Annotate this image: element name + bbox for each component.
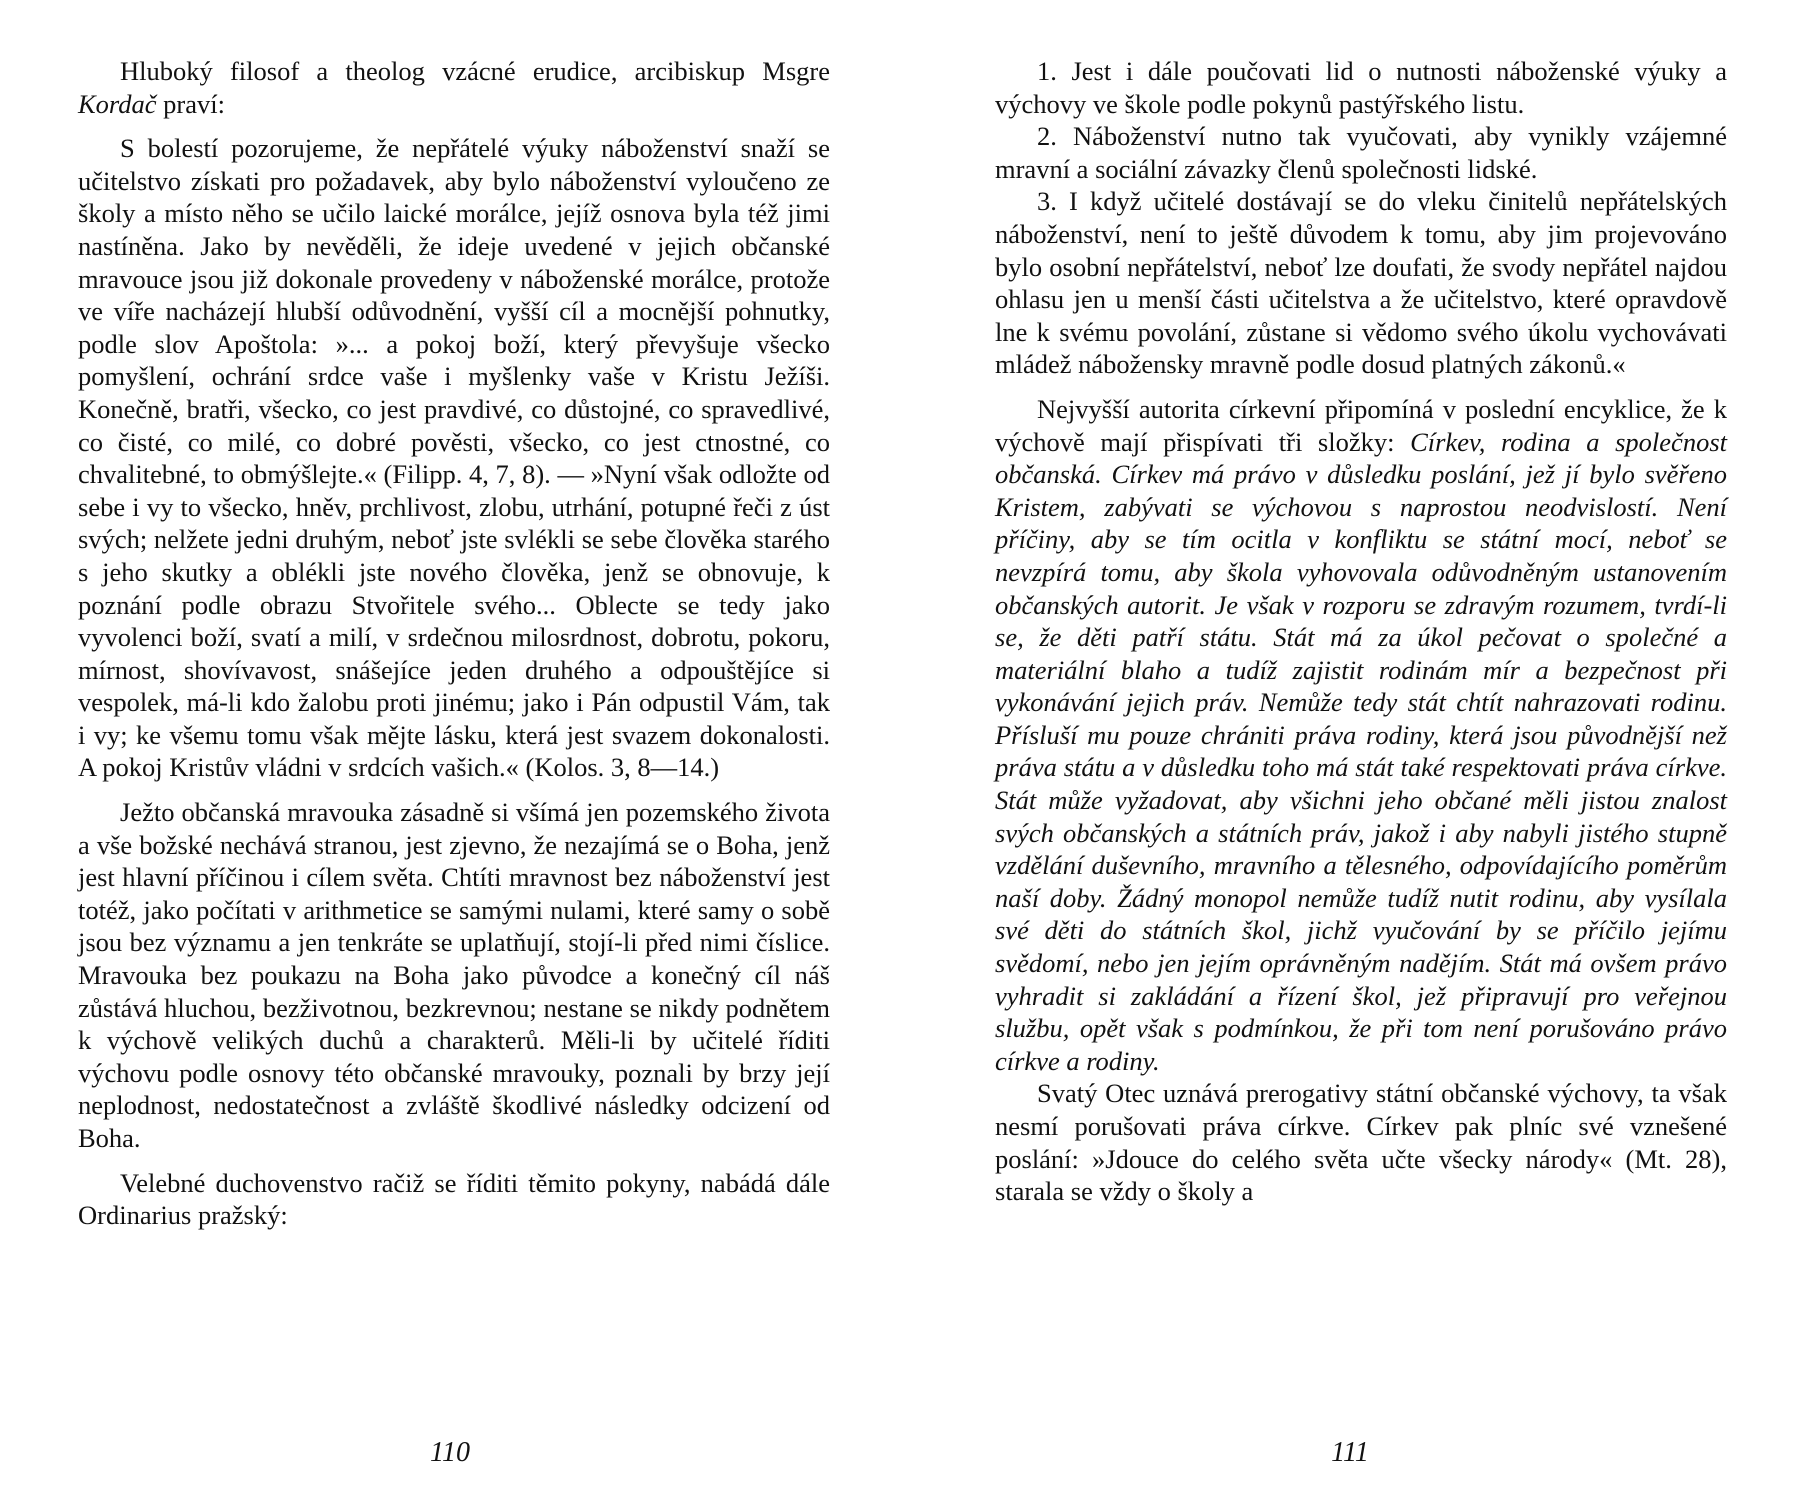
left-paragraph-1-tail: praví: [156, 88, 225, 119]
right-paragraph-4 [995, 393, 1727, 1077]
left-paragraph-4: Velebné duchovenstvo račiž se říditi těmito pokyny, nabádá dále Ordinarius pražský: [78, 1167, 830, 1231]
left-paragraph-1 [78, 55, 830, 120]
right-page-text [995, 55, 1727, 1208]
right-paragraph-5: Svatý Otec uznává prerogativy státní občanské výchovy, ta však nesmí porušovati práva církve. Církev pak plníc své vznešené poslání: »Jdouce do celého světa učte všecky národy« (Mt. 28), starala se vždy o školy a [995, 1078, 1727, 1207]
right-paragraph-1: 1. Jest i dále poučovati lid o nutnosti náboženské výuky a výchovy ve škole podle pokynů pastýřského listu. [995, 56, 1727, 119]
left-paragraph-2: S bolestí pozorujeme, že nepřátelé výuky náboženství snaží se učitelstvo získati pro požadavek, aby bylo náboženství vyloučeno ze školy a místo něho se učilo laické morálce, jejíž osnova byla též jimi nastíněna. Jako by nevěděli, že ideje uvedené v jejich občanské mravouce jsou již dokonale provedeny v náboženské morálce, protože ve víře nacházejí hlubší odůvodnění, vyšší cíl a mocnější pohnutky, podle slov Apoštola: »... a pokoj boží, který převyšuje všecko pomyšlení, ochrání srdce vaše i myšlenky vaše v Kristu Ježíši. Konečně, bratři, všecko, co jest pravdivé, co důstojné, co spravedlivé, co čisté, co milé, co dobré pověsti, všecko, co jest ctnostné, co chvalitebné, to obmýšlejte.« (Filipp. 4, 7, 8). — »Nyní však odložte od sebe i vy to všecko, hněv, prchlivost, zlobu, utrhání, potupné řeči z úst svých; nelžete jedni druhým, neboť jste svlékli se sebe člověka starého s jeho skutky a oblékli jste nového člověka, jenž se obnovuje, k poznání podle obrazu Stvořitele svého... Oblecte se tedy jako vyvolenci boží, svatí a milí, v srdečnou milosrdnost, dobrotu, pokoru, mírnost, shovívavost, snášejíce jeden druhého a odpouštějíce si vespolek, má-li kdo žalobu proti jinému; jako i Pán odpustil Vám, tak i vy; ke všemu tomu však mějte lásku, která jest svazem dokonalosti. A pokoj Kristův vládni v srdcích vašich.« (Kolos. 3, 8—14.) [78, 133, 830, 783]
left-paragraph-1-name: Kordač [78, 88, 157, 119]
left-paragraph-3: Ježto občanská mravouka zásadně si všímá jen pozemského života a vše božské nechává stranou, jest zjevno, že nezajímá se o Boha, jenž jest hlavní příčinou i cílem světa. Chtíti mravnost bez náboženství jest totéž, jako počítati v arithmetice se samými nulami, které samy o sobě jsou bez významu a jen tenkráte se uplatňují, stojí-li před nimi číslice. Mravouka bez poukazu na Boha jako původce a konečný cíl náš zůstává hluchou, bezživotnou, bezkrevnou; nestane se nikdy podnětem k výchově velikých duchů a charakterů. Měli-li by učitelé říditi výchovu podle osnovy této občanské mravouky, poznali by brzy její neplodnost, nedostatečnost a zvláště škodlivé následky odcizení od Boha. [78, 797, 830, 1153]
right-paragraph-4-encyclical-quote: Církev, rodina a společnost občanská. Církev má právo v důsledku poslání, jež jí bylo svěřeno Kristem, zabývati se výchovou s naprostou neodvislostí. Není příčiny, aby se tím ocitla v konfliktu se státní mocí, neboť se nevzpírá tomu, aby škola vyhovovala odůvodněným ustanovením občanských autorit. Je však v rozporu se zdravým rozumem, tvrdí-li se, že děti patří státu. Stát má za úkol pečovat o společné a materiální blaho a tudíž zajistit rodinám mír a bezpečnost při vykonávání jejich práv. Nemůže tedy stát chtít nahrazovati rodinu. Přísluší mu pouze chrániti práva rodiny, která jsou původnější než práva státu a v důsledku toho má stát také respektovati práva církve. Stát může vyžadovat, aby všichni jeho občané měli jistou znalost svých občanských a státních práv, jakož i aby nabyli jistého stupně vzdělání duševního, mravního a tělesného, odpovídajícího poměrům naší doby. Žádný monopol nemůže tudíž nutit rodinu, aby vysílala své děti do státních škol, jichž vyučování by se příčilo jejímu svědomí, nebo jen jejím oprávněným nadějím. Stát má ovšem právo vyhradit si zakládání a řízení škol, jež připravují pro veřejnou službu, opět však s podmínkou, že při tom není porušováno právo církve a rodiny. [995, 426, 1727, 1076]
left-paragraph-1-lead: Hluboký filosof a theolog vzácné erudice, arcibiskup Msgre [120, 56, 830, 86]
right-paragraph-4-lead: Nejvyšší autorita církevní připomíná v poslední encyklice, že k výchově mají přispívati tři složky: [995, 393, 1727, 457]
left-page-text [78, 55, 830, 1232]
right-page [905, 0, 1810, 1500]
right-paragraph-2: 2. Náboženství nutno tak vyučovati, aby vynikly vzájemné mravní a sociální závazky členů společnosti lidské. [995, 121, 1727, 184]
right-page-number: 111 [1331, 1437, 1369, 1468]
right-paragraph-3: 3. I když učitelé dostávají se do vleku činitelů nepřátelských náboženství, není to ještě důvodem k tomu, aby jim projevováno bylo osobní nepřátelství, neboť lze doufati, že svody nepřátel najdou ohlasu jen u menší části učitelstva a že učitelstvo, které opravdově lne k svému povolání, zůstane si vědomo svého úkolu vychovávati mládež nábožensky mravně podle dosud platných zákonů.« [995, 186, 1727, 380]
left-page-number: 110 [430, 1437, 470, 1468]
